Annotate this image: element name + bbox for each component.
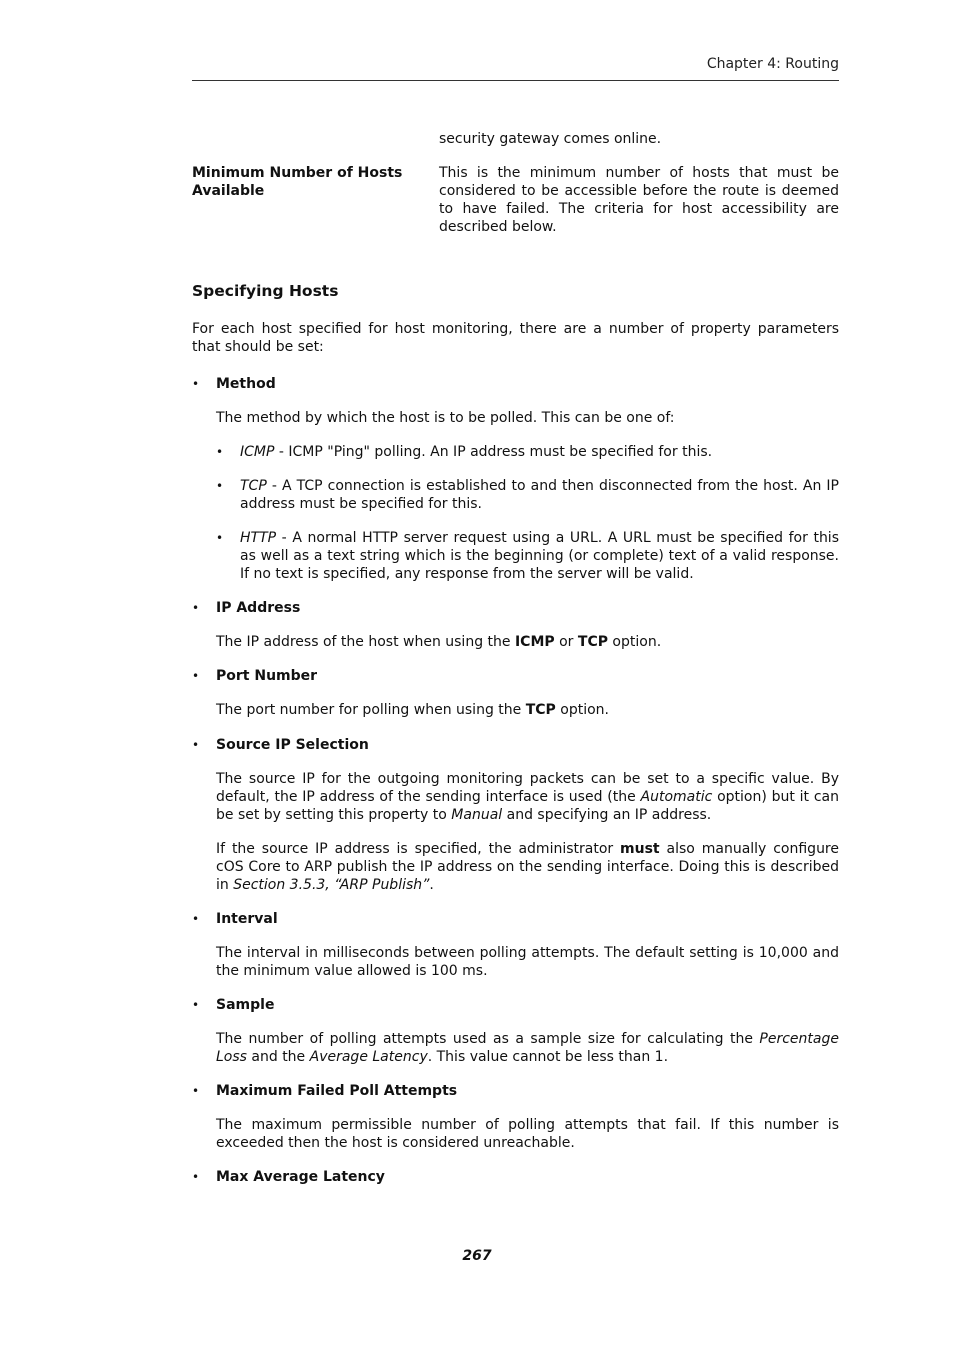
port-number-title: Port Number [216,668,318,684]
table-continuation-text: security gateway comes online. [439,131,662,147]
bullet-icon: • [192,998,200,1012]
bullet-icon: • [192,377,200,391]
table-term: Minimum Number of Hosts Available [192,165,403,199]
text-run: The IP address of the host when using the [216,634,515,650]
section-intro: For each host specified for host monitoring, there are a number of property parameters that should be set: [192,321,839,355]
text-run: The source IP for the outgoing monitoring packets can be set to a specific value. By default, the IP address of the sending interface is used (the [216,771,839,805]
option-text: - ICMP "Ping" polling. An IP address must be specified for this. [274,444,713,460]
text-run: option) but it can be set by setting this property to [216,789,839,823]
section-reference-link[interactable]: Section 3.5.3, “ARP Publish” [233,877,430,893]
bullet-icon: • [192,1084,200,1098]
max-failed-title: Maximum Failed Poll Attempts [216,1083,458,1099]
bullet-icon: • [192,669,200,683]
option-name: HTTP [240,530,277,546]
header-rule [192,80,839,81]
sample-desc [216,1030,839,1066]
chapter-header: Chapter 4: Routing [706,56,839,72]
bold-run: TCP [525,702,556,718]
source-ip-para2 [216,840,839,894]
source-ip-para1 [216,770,839,824]
interval-title: Interval [216,911,278,927]
text-run: . [429,877,434,893]
ip-address-title: IP Address [216,600,301,616]
ip-address-desc [216,633,839,651]
bold-run: must [620,841,660,857]
bullet-icon: • [216,479,224,493]
method-option-http [240,529,839,583]
option-name: TCP [240,478,267,494]
bullet-icon: • [192,738,200,752]
bullet-icon: • [192,601,200,615]
option-name: ICMP [240,444,275,460]
option-text: - A normal HTTP server request using a URL. A URL must be specified for this as well as a text string which is the beginning (or complete) text of a valid response. If no text is specified, any response from the server will be valid. [240,530,839,582]
option-text: - A TCP connection is established to and then disconnected from the host. An IP address must be specified for this. [240,478,839,512]
text-run: option. [607,634,662,650]
max-latency-title: Max Average Latency [216,1169,385,1185]
method-option-tcp [240,477,839,513]
text-run: and the [246,1049,310,1065]
bullet-icon: • [192,1170,200,1184]
table-definition: This is the minimum number of hosts that must be considered to be accessible before the route is deemed to have failed. The criteria for host accessibility are described below. [439,165,839,235]
text-run: . This value cannot be less than 1. [427,1049,669,1065]
bold-run: ICMP [514,634,555,650]
page-number: 267 [462,1248,492,1264]
bold-run: TCP [577,634,608,650]
max-failed-desc: The maximum permissible number of polling attempts that fail. If this number is exceeded then the host is considered unreachable. [216,1117,839,1151]
italic-run: Average Latency [309,1049,428,1065]
bullet-icon: • [216,531,224,545]
method-title: Method [216,376,276,392]
method-option-icmp [240,443,839,461]
interval-desc: The interval in milliseconds between polling attempts. The default setting is 10,000 and the minimum value allowed is 100 ms. [216,945,839,979]
text-run: option. [555,702,609,718]
text-run: The port number for polling when using the [216,702,526,718]
italic-run: Manual [451,807,503,823]
italic-run: Automatic [640,789,713,805]
port-number-desc [216,701,839,719]
sample-title: Sample [216,997,275,1013]
bullet-icon: • [216,445,224,459]
source-ip-title: Source IP Selection [216,737,369,753]
section-title: Specifying Hosts [192,282,339,300]
text-run: If the source IP address is specified, the administrator [216,841,621,857]
text-run: and specifying an IP address. [502,807,712,823]
bullet-icon: • [192,912,200,926]
text-run: also manually configure cOS Core to ARP publish the IP address on the sending interface. Doing this is described in [216,841,839,893]
text-run: The number of polling attempts used as a sample size for calculating the [216,1031,760,1047]
method-desc: The method by which the host is to be polled. This can be one of: [216,410,675,426]
italic-run: Percentage Loss [216,1031,839,1065]
text-run: or [554,634,578,650]
